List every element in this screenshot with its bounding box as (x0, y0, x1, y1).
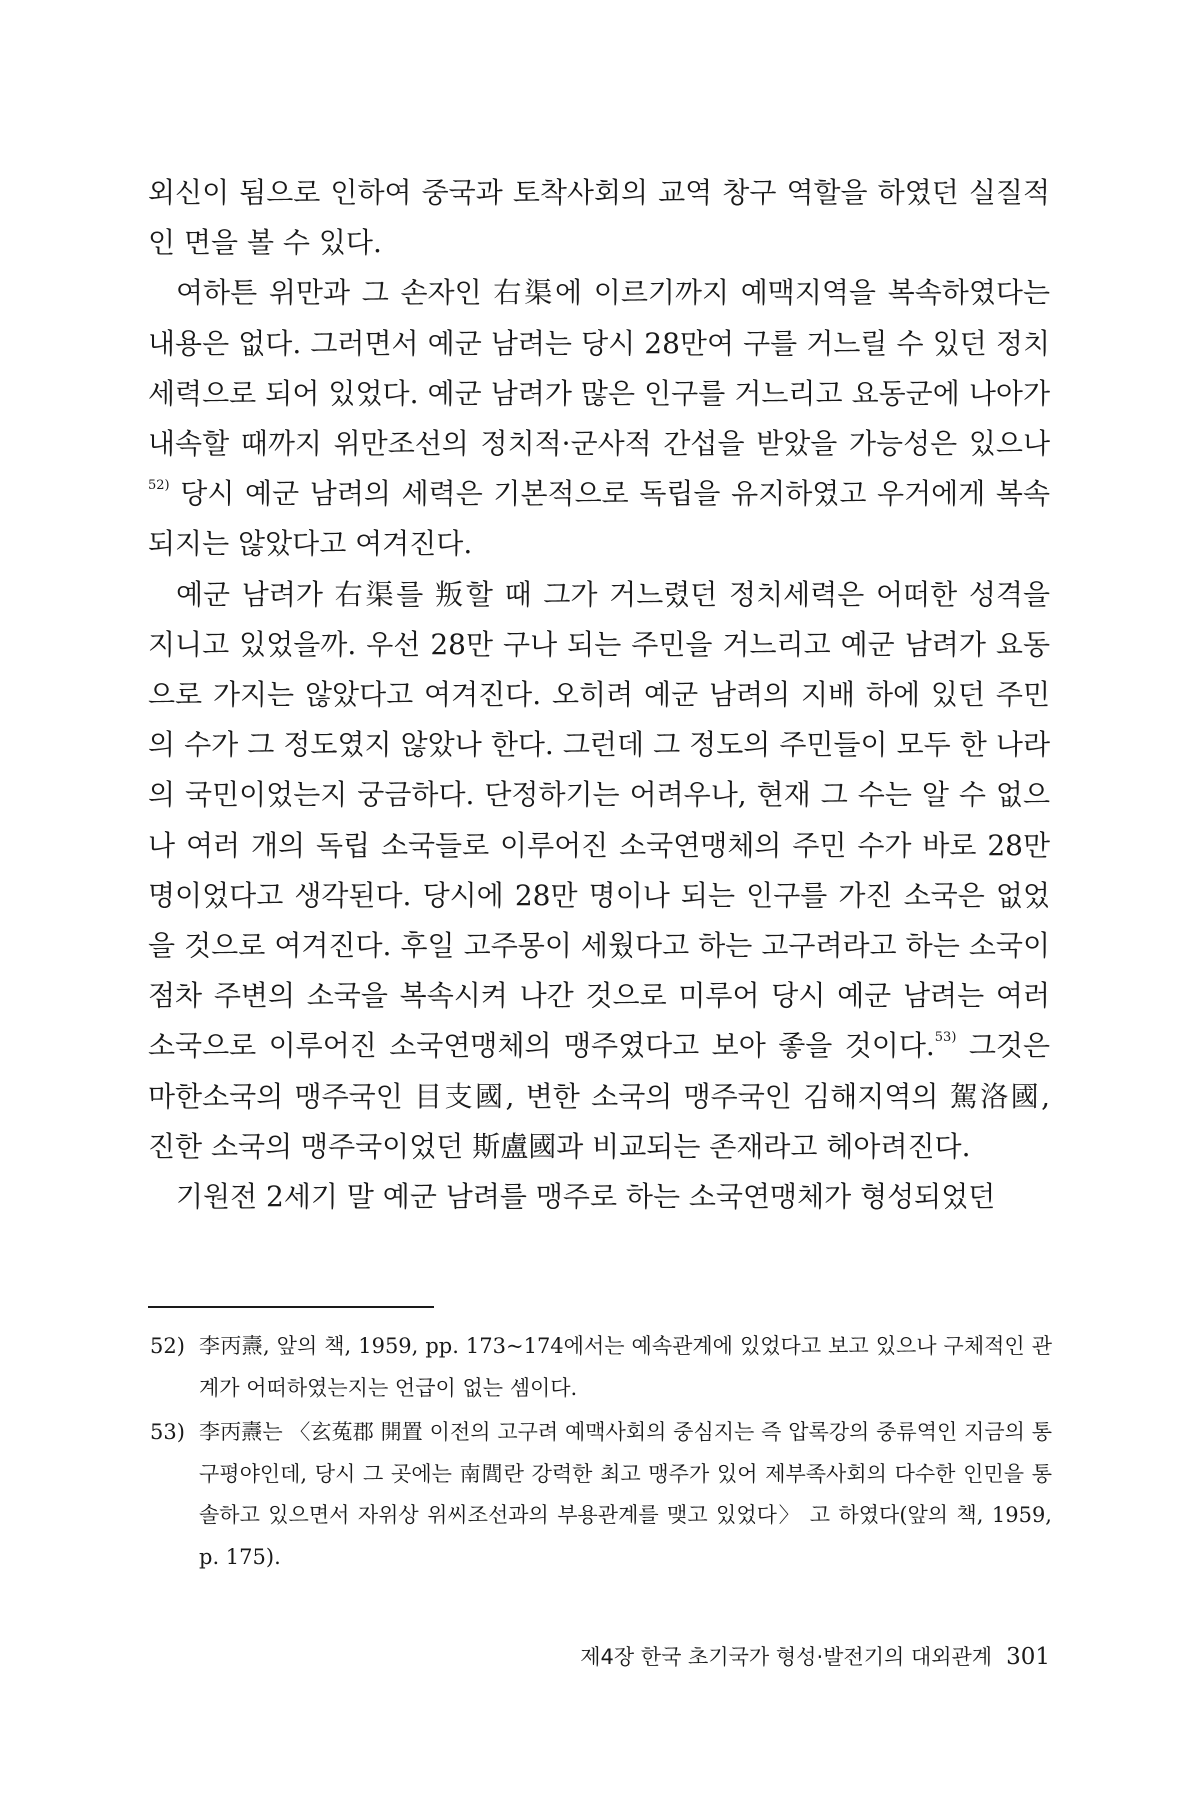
paragraph-text: 예군 남려가 右渠를 叛할 때 그가 거느렸던 정치세력은 어떠한 성격을 지니고 있었을까. 우선 28만 구나 되는 주민을 거느리고 예군 남려가 요동으로 가지는 않았다고 여겨진다. 오히려 예군 남려의 지배 하에 있던 주민의 수가 그 정도였지 않았나 한다. 그런데 그 정도의 주민들이 모두 한 나라의 국민이었는지 궁금하다. 단정하기는 어려우나, 현재 그 수는 알 수 없으나 여러 개의 독립 소국들로 이루어진 소국연맹체의 주민 수가 바로 28만 명이었다고 생각된다. 당시에 28만 명이나 되는 인구를 가진 소국은 없었을 것으로 여겨진다. 후일 고주몽이 세웠다고 하는 고구려라고 하는 소국이 점차 주변의 소국을 복속시켜 나간 것으로 미루어 당시 예군 남려는 여러 소국으로 이루어진 소국연맹체의 맹주였다고 보아 좋을 것이다. (148, 577, 1050, 1063)
paragraph-1 (148, 168, 1050, 268)
running-footer (580, 1641, 1050, 1671)
paragraph-text: 외신이 됨으로 인하여 중국과 토착사회의 교역 창구 역할을 하였던 실질적인 면을 볼 수 있다. (148, 176, 1050, 260)
paragraph-text: 여하튼 위만과 그 손자인 右渠에 이르기까지 예맥지역을 복속하였다는 내용은 없다. 그러면서 예군 남려는 당시 28만여 구를 거느릴 수 있던 정치세력으로 되어 있었다. 예군 남려가 많은 인구를 거느리고 요동군에 나아가 내속할 때까지 위만조선의 정치적·군사적 간섭을 받았을 가능성은 있으나 (148, 276, 1050, 461)
footnotes (150, 1326, 1052, 1581)
footnote-text: 李丙燾, 앞의 책, 1959, pp. 173~174에서는 예속관계에 있었다고 보고 있으나 구체적인 관계가 어떠하였는지는 언급이 없는 셈이다. (199, 1334, 1052, 1400)
footnote-number: 53) (150, 1420, 185, 1444)
footnote-52 (150, 1326, 1052, 1409)
chapter-title: 제4장 한국 초기국가 형성·발전기의 대외관계 (580, 1645, 993, 1669)
paragraph-text: 그것은 마한소국의 맹주국인 目支國, 변한 소국의 맹주국인 김해지역의 駕洛國, 진한 소국의 맹주국이었던 斯盧國과 비교되는 존재라고 헤아려진다. (148, 1029, 1050, 1163)
footnote-ref-53[interactable]: 53) (934, 1030, 957, 1046)
paragraph-text: 기원전 2세기 말 예군 남려를 맹주로 하는 소국연맹체가 형성되었던 (176, 1180, 996, 1214)
footnote-53 (150, 1412, 1052, 1578)
paragraph-text: 당시 예군 남려의 세력은 기본적으로 독립을 유지하였고 우거에게 복속되지는 않았다고 여겨진다. (148, 477, 1050, 561)
page-number: 301 (1006, 1644, 1050, 1670)
paragraph-4 (148, 1172, 1050, 1222)
paragraph-3 (148, 570, 1050, 1172)
footnote-ref-52[interactable]: 52) (148, 478, 170, 494)
footnote-text: 李丙燾는 〈玄菟郡 開置 이전의 고구려 예맥사회의 중심지는 즉 압록강의 중류역인 지금의 통구평야인데, 당시 그 곳에는 南閭란 강력한 최고 맹주가 있어 제부족사회의 다수한 인민을 통솔하고 있으면서 자위상 위씨조선과의 부용관계를 맺고 있었다〉 고 하였다(앞의 책, 1959, p. 175). (199, 1420, 1052, 1569)
body-text (148, 168, 1050, 1222)
paragraph-2 (148, 268, 1050, 569)
footnote-number: 52) (150, 1334, 185, 1358)
footnote-divider (148, 1306, 434, 1308)
